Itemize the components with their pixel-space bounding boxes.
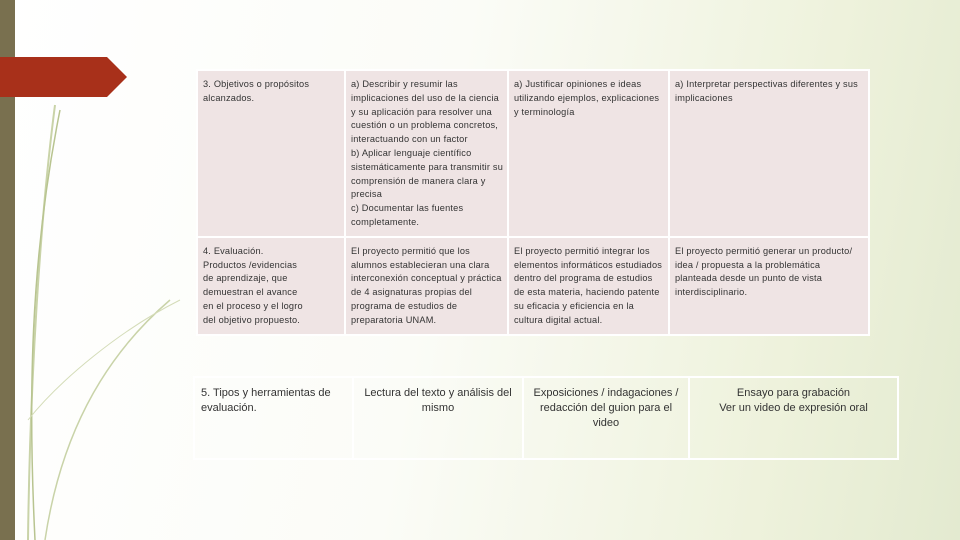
evaluation-tools-table [193, 376, 899, 460]
table-row [197, 237, 869, 335]
table-cell: Ensayo para grabación Ver un video de expresión oral [689, 377, 898, 459]
table-cell: a) Describir y resumir las implicaciones del uso de la ciencia y su aplicación para resolver una cuestión o un problema concretos, interactuando con un factor b) Aplicar lenguaje científico sistemáticamente para transmitir su comprensión de manera clara y precisa c) Documentar las fuentes completamente. [345, 70, 508, 237]
table-cell: a) Interpretar perspectivas diferentes y sus implicaciones [669, 70, 869, 237]
row-label: 5. Tipos y herramientas de evaluación. [194, 377, 353, 459]
table-cell: El proyecto permitió generar un producto/ idea / propuesta a la problemática planteada desde un punto de vista interdisciplinario. [669, 237, 869, 335]
decorative-curves [0, 0, 200, 540]
table-cell: El proyecto permitió integrar los elementos informáticos estudiados dentro del programa de estudios de esta materia, haciendo patente su eficacia y eficiencia en la cultura digital actual. [508, 237, 669, 335]
row-label: 3. Objetivos o propósitos alcanzados. [197, 70, 345, 237]
row-label: 4. Evaluación. Productos /evidencias de aprendizaje, que demuestran el avance en el proceso y el logro del objetivo propuesto. [197, 237, 345, 335]
objectives-table [196, 69, 870, 336]
table-cell: Lectura del texto y análisis del mismo [353, 377, 523, 459]
table-cell: El proyecto permitió que los alumnos establecieran una clara interconexión conceptual y práctica de 4 asignaturas propias del programa de estudios de preparatoria UNAM. [345, 237, 508, 335]
table-row [194, 377, 898, 459]
table-row [197, 70, 869, 237]
table-cell: Exposiciones / indagaciones / redacción del guion para el video [523, 377, 689, 459]
table-cell: a) Justificar opiniones e ideas utilizando ejemplos, explicaciones y terminología [508, 70, 669, 237]
